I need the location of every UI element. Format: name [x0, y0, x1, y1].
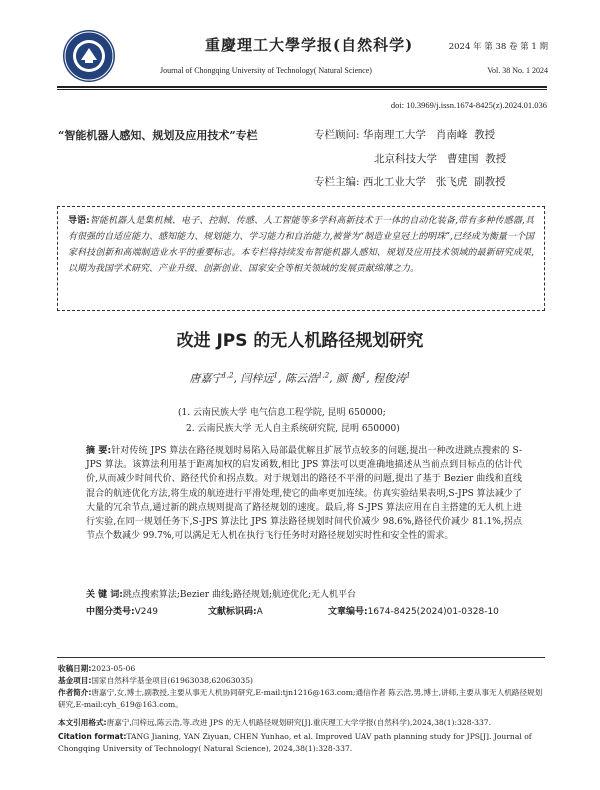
cite-cn-label: 本文引用格式:	[58, 718, 107, 727]
university-seal-icon	[63, 30, 115, 82]
received-date: 2023-05-06	[91, 664, 136, 673]
affiliation: 2. 云南民族大学 无人自主系统研究院, 昆明 650000)	[186, 424, 400, 434]
article-no-label: 文章编号:	[328, 607, 368, 617]
author-name: 唐嘉宁	[189, 372, 223, 385]
keywords-label: 关 键 词:	[86, 590, 123, 600]
author-name: 程俊涛	[373, 372, 407, 385]
article-no-value: 1674-8425(2024)01-0328-10	[367, 607, 499, 617]
advisor-label: 专栏主编:	[314, 176, 360, 188]
advisor-org: 北京科技大学	[374, 153, 437, 165]
author-name: 闫梓远	[240, 372, 274, 385]
advisor-row	[314, 127, 495, 142]
doc-code-label: 文献标识码:	[208, 607, 257, 617]
footnote-cite-cn	[58, 717, 548, 729]
clc-label: 中图分类号:	[86, 607, 135, 617]
author-affil-mark: 1	[273, 371, 279, 380]
doi[interactable]: doi: 10.3969/j.issn.1674-8425(z).2024.01.036	[390, 100, 547, 110]
author-name: 颜 衡	[336, 372, 362, 385]
advisor-name: 曹建国	[447, 153, 479, 165]
column-guide-box	[57, 206, 545, 311]
header-rule-thin	[57, 89, 547, 90]
advisor-title: 副教授	[474, 176, 506, 188]
journal-title-cn: 重慶理工大學学报(自然科学)	[205, 36, 414, 54]
author-affil-mark: 1	[361, 371, 367, 380]
journal-title-en: Journal of Chongqing University of Technology( Natural Science)	[160, 66, 372, 75]
author-intro-label: 作者简介:	[58, 688, 92, 697]
guide-text: 智能机器人是集机械、电子、控制、传感、人工智能等多学科高新技术于一体的自动化装备,带有多种传感器,具有很强的自适应能力、感知能力、规划能力、学习能力和自治能力,被誉为“制造业皇冠上的明珠”,已经成为衡量一个国家科技创新和高端制造业水平的重要标志。本专栏将持续发布智能机器人感知、规划及应用技术领域的最新研究成果,以期为我国学术研究、产业升级、创新创业、国家安全等相关领域的发展贡献绵薄之力。	[68, 216, 534, 274]
header-rule-thick	[57, 86, 547, 88]
cite-en-text: TANG Jianing, YAN Ziyuan, CHEN Yunhao, et al. Improved UAV path planning study for JPS[J]. Journal of Chongqing University of Technology( Natural Science), 2024,38(1):328-337.	[58, 732, 532, 753]
author-intro-text: 唐嘉宁,女,博士,副教授,主要从事无人机协同研究,E-mail:tjn1216@163.com;通信作者 陈云浩,男,博士,讲师,主要从事无人机路径规划研究,E-mail:cyh_619@163.com。	[58, 688, 543, 709]
received-label: 收稿日期:	[58, 664, 92, 673]
doc-code-value: A	[256, 607, 263, 617]
column-title: “智能机器人感知、规划及应用技术”专栏	[58, 129, 258, 142]
university-logo	[63, 30, 115, 82]
keywords-text: 跳点搜索算法;Bezier 曲线;路径规划;航迹优化;无人机平台	[122, 590, 357, 600]
keywords	[86, 587, 356, 600]
abstract-label: 摘 要:	[86, 446, 112, 456]
advisor-label: 专栏顾问:	[314, 129, 360, 141]
footnote-received	[58, 663, 548, 675]
cite-cn-text: 唐嘉宁,闫梓远,陈云浩,等.改进 JPS 的无人机路径规划研究[J].重庆理工大学学报(自然科学),2024,38(1):328-337.	[106, 718, 492, 727]
fund-label: 基金项目:	[58, 676, 92, 685]
clc-value: V249	[134, 607, 158, 617]
affiliation: (1. 云南民族大学 电气信息工程学院, 昆明 650000;	[178, 408, 386, 418]
author-list: 唐嘉宁$^{1,2}$, 闫梓远$^1$, 陈云浩$^{1,2}$, 颜 衡$^1$, 程俊涛$^1$	[189, 371, 411, 385]
footnote-cite-en	[58, 731, 548, 755]
footnote-author-intro	[58, 687, 548, 711]
cite-en-label: Citation format:	[58, 732, 127, 741]
author-name: 陈云浩	[285, 372, 319, 385]
advisor-org: 西北工业大学	[362, 176, 426, 188]
abstract	[86, 444, 522, 543]
author-affil-mark: 1,2	[318, 371, 330, 380]
advisor-org: 华南理工大学	[362, 129, 426, 141]
advisor-name: 肖南峰	[435, 129, 468, 141]
advisor-title: 教授	[474, 129, 496, 141]
author-affil-mark: 1,2	[222, 371, 234, 380]
paper-title: 改进 JPS 的无人机路径规划研究	[176, 331, 424, 351]
guide-label: 导语:	[68, 216, 90, 226]
footnote-fund	[58, 675, 548, 687]
fund-text: 国家自然科学基金项目(61963038,62063035)	[91, 676, 253, 685]
footnote-rule	[57, 657, 545, 658]
abstract-text: 针对传统 JPS 算法在路径规划时易陷入局部最优解且扩展节点较多的问题,提出一种改进跳点搜索的 S-JPS 算法。该算法利用基于距离加权的启发函数,相比 JPS 算法可以更准确地描述从当前点到目标点的估计代价,从而减少时间代价、路径代价和拐点数。对于规划出的路径不平滑的问题,提出了基于 Bezier 曲线和直线混合的航迹优化方法,将生成的航迹进行平滑处理,使它的曲率更加连续。仿真实验结果表明,S-JPS 算法减少了大量的冗余节点,通过新的跳点规则提高了路径规划的速度。最后,将 S-JPS 算法应用在自主搭建的无人机上进行实验,在同一规划任务下,S-JPS 算法比 JPS 算法路径规划时间代价减少 98.6%,路径代价减少 81.1%,拐点节点个数减少 99.7%,可以满足无人机在执行飞行任务时对路径规划实时性和安全性的需求。	[86, 446, 523, 542]
advisor-name: 张飞虎	[435, 176, 468, 188]
advisor-row	[374, 151, 506, 166]
advisor-row	[314, 174, 506, 189]
issue-en: Vol. 38 No. 1 2024	[487, 66, 548, 75]
advisor-title: 教授	[485, 153, 507, 165]
issue-cn: 2024 年 第 38 卷 第 1 期	[448, 42, 548, 52]
author-affil-mark: 1	[406, 371, 411, 380]
